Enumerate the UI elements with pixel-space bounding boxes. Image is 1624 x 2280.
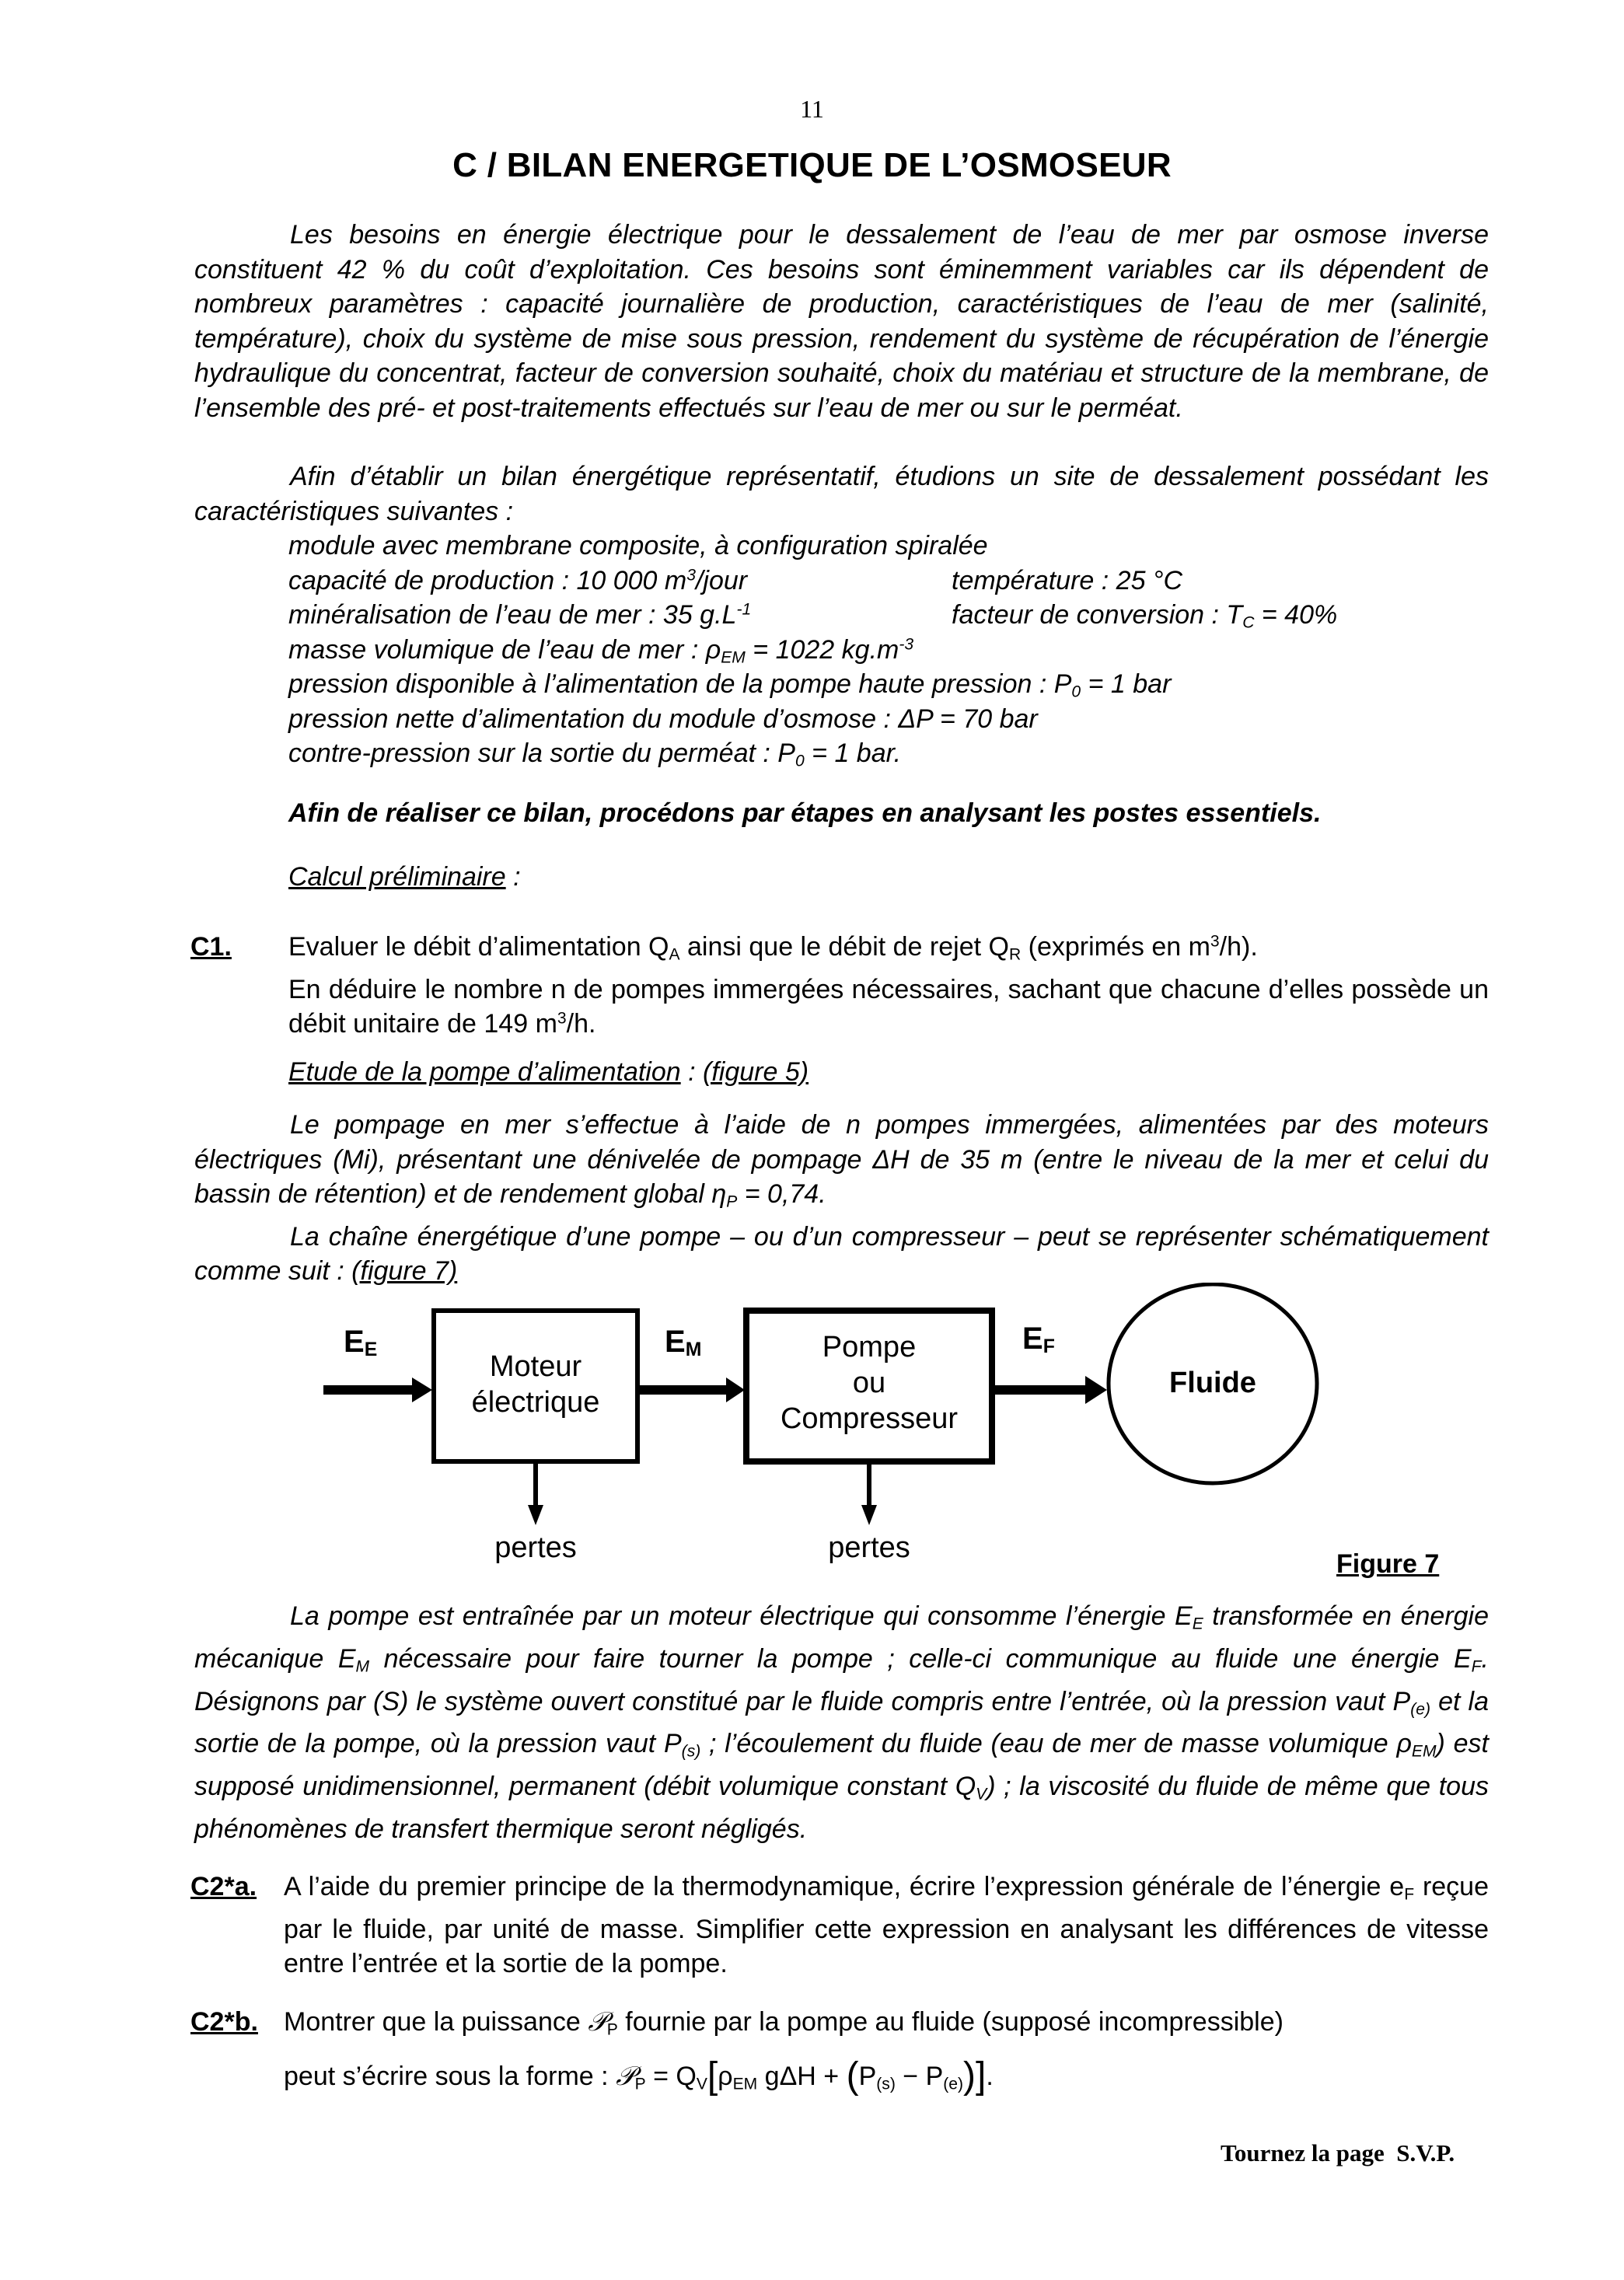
ee-main: E: [344, 1325, 365, 1359]
spec-mineralisation: [288, 600, 751, 630]
pompage-text-c: = 0,74.: [737, 1179, 826, 1209]
c2b-t1: Montrer que la puissance: [284, 2007, 588, 2037]
spec-capacity-row: [288, 564, 1183, 599]
etude-heading: [288, 1055, 809, 1090]
spec-backpressure-value: = 1 bar.: [804, 738, 902, 768]
desc-t3: nécessaire pour faire tourner la pompe ; celle-ci communique au fluide une énergie E: [369, 1643, 1472, 1674]
spec-density-label: masse volumique de l’eau de mer :: [288, 634, 706, 665]
mid-arrow-icon: [637, 1377, 745, 1402]
spec-module-text: module avec membrane composite, à configuration spiralée: [288, 531, 988, 560]
desc-t2: transformée en énergie mécanique E: [194, 1601, 1490, 1674]
spec-conversion-sub: C: [1242, 613, 1255, 632]
spec-backpressure: [288, 736, 1171, 771]
pump-label-line3: Compresseur: [780, 1402, 959, 1435]
spec-backpressure-sub: 0: [795, 752, 805, 770]
figure-7-link[interactable]: (figure 7): [351, 1256, 458, 1287]
desc-s4: (e): [1410, 1699, 1430, 1718]
motor-label: [434, 1349, 637, 1420]
pompage-paragraph: [194, 1108, 1489, 1289]
chain-text-body: La chaîne énergétique d’une pompe – ou d’un compresseur – peut se représenter schématiquement comme suit :: [194, 1221, 1489, 1287]
question-c1-text: [288, 930, 1489, 1042]
c1-text-b: ainsi que le débit de rejet Q: [679, 932, 1009, 962]
desc-t7: ) est supposé unidimensionnel, permanent (débit volumique constant Q: [194, 1729, 1489, 1802]
desc-t8: ) ; la viscosité du fluide de même que tous phénomènes de transfert thermique seront négligés.: [194, 1772, 1489, 1844]
pompage-text: [194, 1108, 1489, 1220]
spec-density-exp: -3: [899, 634, 914, 653]
desc-rho: ρ: [1396, 1729, 1412, 1759]
chain-text: [194, 1220, 1489, 1289]
em-main: E: [665, 1325, 686, 1359]
spec-mineralisation-exp: -1: [736, 600, 752, 619]
c1-text-c: (exprimés en m: [1021, 932, 1210, 962]
formula-minus: − P: [895, 2062, 944, 2091]
desc-s6: EM: [1411, 1742, 1437, 1761]
c1-line1: [288, 930, 1489, 972]
question-c1-label: C1.: [190, 932, 232, 962]
spec-pressure-net-label: pression nette d’alimentation du module d’osmose :: [288, 704, 899, 734]
fluid-label: Fluide: [1169, 1367, 1256, 1399]
desc-s7: V: [976, 1785, 987, 1803]
desc-t4: . Désignons par (S) le système ouvert constitué par le fluide compris entre l’entrée, où la pression vaut P: [194, 1643, 1489, 1716]
pump-description-paragraph: [194, 1599, 1489, 1846]
question-c2b-text: [284, 2005, 1489, 2048]
pompage-text-a: Le pompage en mer s’effectue à l’aide de n pompes immergées, alimentées par des moteurs électriques (Mi), présentant une dénivelée de pompage: [194, 1110, 1489, 1175]
spec-density-value: = 1022 kg.m: [745, 634, 899, 665]
c2b-t2: fournie par la pompe au fluide (supposé incompressible): [617, 2007, 1283, 2037]
question-c2a-label: C2*a.: [190, 1872, 257, 1901]
label-ee: [344, 1325, 377, 1361]
intro-paragraph-1: Les besoins en énergie électrique pour le dessalement de l’eau de mer par osmose inverse constituent 42 % du coût d’exploitation. Ces besoins sont éminemment variables car ils dépendent de nombreux paramètres : capacité journalière de production, caractéristiques de l’eau de mer (salinité, température), choix du système de mise sous pression, rendement du système de récupération de l’énergie hydraulique du concentrat, facteur de conversion souhaité, choix du matériau et structure de la membrane, de l’ensemble des pré- et post-traitements effectués sur l’eau de mer ou sur le perméat.: [194, 220, 1489, 423]
spec-pressure-supply: [288, 667, 1171, 702]
page-number: 11: [800, 95, 824, 123]
desc-s2: M: [355, 1657, 370, 1676]
spec-mineralisation-label: minéralisation de l’eau de mer : 35 g.L: [288, 600, 737, 630]
delta-h-symbol: ΔH: [872, 1144, 910, 1175]
calcul-heading-text: Calcul préliminaire: [288, 862, 506, 892]
spec-density-symbol: ρ: [705, 634, 721, 665]
motor-label-line2: électrique: [471, 1386, 600, 1419]
figure-5-link[interactable]: (figure 5): [703, 1057, 809, 1087]
spec-pressure-net-value: = 70 bar: [932, 704, 1038, 734]
formula-close-bracket: ]: [976, 2055, 987, 2097]
output-arrow-icon: [992, 1376, 1107, 1404]
c1-line2-text: En déduire le nombre n de pompes immergées nécessaires, sachant que chacune d’elles possède un débit unitaire de 149 m: [288, 974, 1489, 1039]
question-c2a-text: [284, 1870, 1489, 1981]
input-arrow-icon: [323, 1377, 432, 1402]
c2a-t1: A l’aide du premier principe de la thermodynamique, écrire l’expression générale de l’énergie e: [284, 1872, 1405, 1901]
em-sub: M: [685, 1339, 702, 1360]
desc-t6: ; l’écoulement du fluide (eau de mer de masse volumique: [700, 1729, 1397, 1759]
calcul-heading: [288, 860, 521, 895]
site-characteristics: [288, 529, 1338, 771]
pump-label-line2: ou: [852, 1367, 886, 1399]
formula-rho: ρ: [718, 2062, 733, 2091]
spec-backpressure-label: contre-pression sur la sortie du perméat : P: [288, 738, 795, 768]
c1-exp: 3: [1210, 932, 1220, 951]
desc-s1: E: [1192, 1615, 1203, 1633]
spec-density: [288, 633, 1171, 668]
spec-pressure-supply-value: = 1 bar: [1081, 669, 1172, 699]
spec-mineral-row: [288, 598, 1338, 633]
label-em: [665, 1325, 701, 1361]
spec-conversion-label: facteur de conversion : T: [952, 600, 1243, 630]
section-title: C / BILAN ENERGETIQUE DE L’OSMOSEUR: [452, 146, 1172, 184]
formula-pe-sub: (e): [943, 2075, 964, 2093]
eta-sub: P: [726, 1192, 738, 1211]
formula-close-paren: ): [963, 2055, 976, 2097]
formula-lhs-sub: P: [634, 2075, 646, 2093]
desc-t5: et la sortie de la pompe, où la pression vaut P: [194, 1686, 1489, 1759]
pompage-text-b: de 35 m (entre le niveau de la mer et celui du bassin de rétention) et de rendement global: [194, 1144, 1489, 1209]
spec-conversion-value: = 40%: [1254, 600, 1338, 630]
desc-s3: F: [1471, 1657, 1482, 1676]
formula-rho-sub: EM: [732, 2075, 758, 2093]
spec-pressure-net: [288, 702, 1171, 737]
formula-eq: = Q: [645, 2062, 697, 2091]
ee-sub: E: [364, 1339, 378, 1360]
formula-ps: P: [858, 2062, 877, 2091]
formula-end: .: [986, 2062, 994, 2091]
c1-line2-end: /h.: [566, 1009, 596, 1039]
question-c2b-formula-line: [284, 2055, 1489, 2102]
formula-open-paren: (: [846, 2055, 859, 2097]
c1-sub-a: A: [669, 945, 680, 964]
c1-text-d: /h).: [1219, 932, 1258, 962]
spec-pressure-net-symbol: ΔP: [898, 704, 933, 734]
pump-label-line1: Pompe: [822, 1331, 917, 1363]
formula-q-sub: V: [696, 2075, 707, 2093]
etude-heading-sep: :: [680, 1057, 704, 1087]
formula-lhs: 𝒫: [616, 2061, 635, 2092]
ef-main: E: [1022, 1322, 1043, 1356]
spec-capacity-label: capacité de production : 10 000 m: [288, 565, 687, 595]
spec-capacity: [288, 566, 747, 595]
c1-sub-b: R: [1008, 945, 1022, 964]
loss-arrow-2-icon: [861, 1461, 877, 1525]
power-formula: [616, 2055, 994, 2097]
figure-7-caption: Figure 7: [1336, 1549, 1440, 1579]
loss-label-2: pertes: [828, 1531, 910, 1564]
question-c2b-label: C2*b.: [190, 2007, 258, 2037]
formula-ps-sub: (s): [876, 2075, 896, 2093]
label-ef: [1022, 1322, 1055, 1358]
formula-g-dh: gΔH +: [757, 2062, 847, 2091]
calcul-heading-suffix: :: [505, 862, 521, 892]
desc-t1: La pompe est entraînée par un moteur électrique qui consomme l’énergie E: [290, 1601, 1193, 1631]
c2a-t2: reçue par le fluide, par unité de masse. Simplifier cette expression en analysant les différences de vitesse entre l’entrée et la sortie de la pompe.: [284, 1872, 1489, 1979]
spec-density-sub: EM: [721, 648, 746, 666]
pump-label: [746, 1329, 992, 1437]
instruction-text: Afin de réaliser ce bilan, procédons par étapes en analysant les postes essentiels.: [288, 798, 1322, 828]
spec-pressure-supply-sub: 0: [1071, 683, 1081, 701]
eta-symbol: η: [711, 1179, 727, 1209]
c2a-sub: F: [1404, 1885, 1415, 1904]
c1-text-a: Evaluer le débit d’alimentation Q: [288, 932, 669, 962]
etude-heading-text: Etude de la pompe d’alimentation: [288, 1057, 681, 1087]
intro-paragraph-2: Afin d’établir un bilan énergétique représentatif, étudions un site de dessalement possédant les caractéristiques suivantes :: [194, 462, 1489, 526]
power-symbol: 𝒫: [588, 2006, 607, 2037]
loss-label-1: pertes: [494, 1531, 577, 1564]
spec-module: [288, 529, 1171, 564]
loss-arrow-1-icon: [528, 1461, 543, 1525]
figure-7-diagram: [295, 1283, 1477, 1594]
c1-line2: [288, 972, 1489, 1042]
spec-temperature: température : 25 °C: [952, 565, 1183, 595]
spec-pressure-supply-label: pression disponible à l’alimentation de la pompe haute pression : P: [288, 669, 1072, 699]
spec-capacity-unit: /jour: [695, 565, 748, 595]
turn-page-footer: Tournez la page S.V.P.: [1221, 2139, 1455, 2167]
formula-open-bracket: [: [707, 2055, 718, 2097]
desc-s5: (s): [681, 1742, 701, 1761]
spec-capacity-exp: 3: [686, 565, 696, 584]
power-sub: P: [606, 2020, 618, 2039]
ef-sub: F: [1043, 1336, 1055, 1357]
motor-label-line1: Moteur: [489, 1350, 582, 1383]
c1-line2-exp: 3: [557, 1009, 567, 1028]
c2b-t3: peut s’écrire sous la forme :: [284, 2062, 616, 2091]
